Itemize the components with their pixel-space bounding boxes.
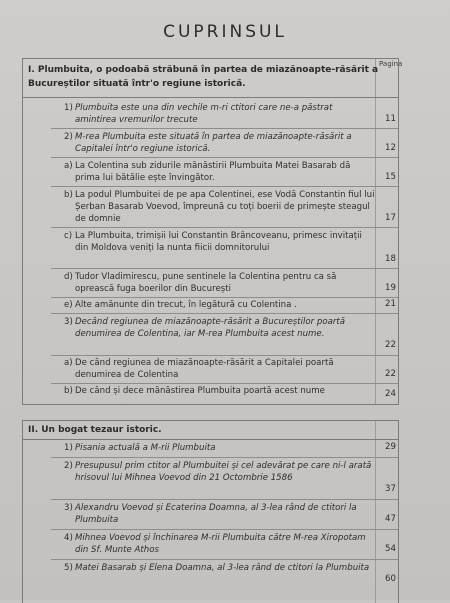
toc-entry <box>64 299 375 311</box>
entry-separator <box>51 355 398 356</box>
entry-separator <box>51 227 398 228</box>
entry-text: De când și dece mănăstirea Plumbuita poartă acest nume <box>75 386 325 396</box>
entry-number: 1) <box>64 103 73 113</box>
entry-text: M-rea Plumbuita este situată în partea de miazănoapte-răsărit a Capitalei într'o regiune istorică. <box>75 132 352 154</box>
entry-separator <box>51 313 398 314</box>
entry-number: 4) <box>64 533 73 543</box>
entry-text: Pisania actuală a M-rii Plumbuita <box>75 443 216 453</box>
entry-text: Alte amănunte din trecut, în legătură cu Colentina . <box>75 300 297 310</box>
entry-page: 15 <box>385 172 396 182</box>
page-title: CUPRINSUL <box>163 22 287 42</box>
entry-number: 1) <box>64 443 73 453</box>
entry-text: De când regiunea de miazănoapte-răsărit a Capitalei poartă denumirea de Colentina <box>75 358 334 380</box>
entry-number: c) <box>64 231 73 241</box>
entry-separator <box>51 499 398 500</box>
entry-number: e) <box>64 300 73 310</box>
entry-number: 5) <box>64 563 73 573</box>
page-column-label: Pagina <box>379 60 403 68</box>
entry-separator <box>51 186 398 187</box>
page-column-divider <box>375 59 376 404</box>
toc-entry <box>64 385 375 397</box>
toc-entry <box>64 532 375 556</box>
section-heading: I. Plumbuita, o podoabă străbună în partea de miazănoapte-răsărit a Bucureștilor situată într'o regiune istorică. <box>28 65 379 89</box>
entry-number: 2) <box>64 132 73 142</box>
section-divider <box>23 97 398 98</box>
entry-page: 22 <box>385 340 396 350</box>
entry-number: b) <box>64 386 73 396</box>
section-one-frame <box>22 58 403 405</box>
entry-page: 17 <box>385 213 396 223</box>
toc-entry <box>64 102 375 126</box>
toc-entry <box>64 160 375 184</box>
entry-text: Matei Basarab și Elena Doamna, al 3-lea rând de ctitori la Plumbuita <box>75 563 370 573</box>
entry-page: 18 <box>385 254 396 264</box>
entry-number: d) <box>64 272 73 282</box>
entry-separator <box>51 128 398 129</box>
entry-number: 2) <box>64 461 73 471</box>
entry-page: 11 <box>385 114 396 124</box>
entry-text: Decând regiunea de miazănoapte-răsărit a Bucureștilor poartă denumirea de Colentina, iar M-rea Plumbuita acest nume. <box>75 317 346 339</box>
entry-page: 54 <box>385 544 396 554</box>
entry-page: 22 <box>385 369 396 379</box>
entry-text: Presupusul prim ctitor al Plumbuitei și cel adevărat pe care ni-l arată hrisovul lui Mihnea Voevod din 21 Octombrie 1586 <box>75 461 372 483</box>
toc-entry <box>64 460 375 484</box>
entry-text: La Plumbuita, trimișii lui Constantin Brâncoveanu, primesc invitații din Moldova veniți la nunta fiicii domnitorului <box>75 231 362 253</box>
section-divider <box>23 439 398 440</box>
entry-number: a) <box>64 358 73 368</box>
entry-page: 21 <box>385 299 396 309</box>
entry-text: Tudor Vladimirescu, pune sentinele la Colentina pentru ca să oprească fuga boerilor din București <box>75 272 337 294</box>
entry-separator <box>51 268 398 269</box>
toc-entry <box>64 562 375 574</box>
entry-page: 12 <box>385 143 396 153</box>
section-heading: II. Un bogat tezaur istoric. <box>28 425 162 435</box>
entry-separator <box>51 529 398 530</box>
entry-text: Mihnea Voevod și închinarea M-rii Plumbuita către M-rea Xiropotam din Sf. Munte Athos <box>75 533 366 555</box>
entry-separator <box>51 559 398 560</box>
toc-entry <box>64 357 375 381</box>
entry-separator <box>51 457 398 458</box>
entry-page: 37 <box>385 484 396 494</box>
toc-entry <box>64 502 375 526</box>
entry-page: 47 <box>385 514 396 524</box>
entry-page: 24 <box>385 389 396 399</box>
toc-entry <box>64 442 375 454</box>
entry-text: Plumbuita este una din vechile m-ri ctitori care ne-a păstrat amintirea vremurilor trecute <box>75 103 333 125</box>
entry-number: 3) <box>64 317 73 327</box>
entry-page: 60 <box>385 574 396 584</box>
toc-entry <box>64 271 375 295</box>
toc-entry <box>64 131 375 155</box>
toc-entry <box>64 230 375 254</box>
entry-separator <box>51 157 398 158</box>
section-two-frame <box>22 420 399 603</box>
toc-entry <box>64 189 375 225</box>
entry-text: Alexandru Voevod și Ecaterina Doamna, al 3-lea rând de ctitori la Plumbuita <box>75 503 357 525</box>
entry-number: a) <box>64 161 73 171</box>
toc-entry <box>64 316 375 340</box>
entry-text: La podul Plumbuitei de pe apa Colentinei, ese Vodă Constantin fiul lui Șerban Basarab Voevod, împreună cu toți boerii de primește steagul de domnie <box>75 190 375 224</box>
entry-number: b) <box>64 190 73 200</box>
entry-number: 3) <box>64 503 73 513</box>
entry-separator <box>51 383 398 384</box>
entry-separator <box>51 297 398 298</box>
entry-text: La Colentina sub zidurile mănăstirii Plumbuita Matei Basarab dă prima lui bătălie ește învingător. <box>75 161 351 183</box>
entry-page: 29 <box>385 442 396 452</box>
page-column-divider <box>375 421 376 603</box>
entry-page: 19 <box>385 283 396 293</box>
